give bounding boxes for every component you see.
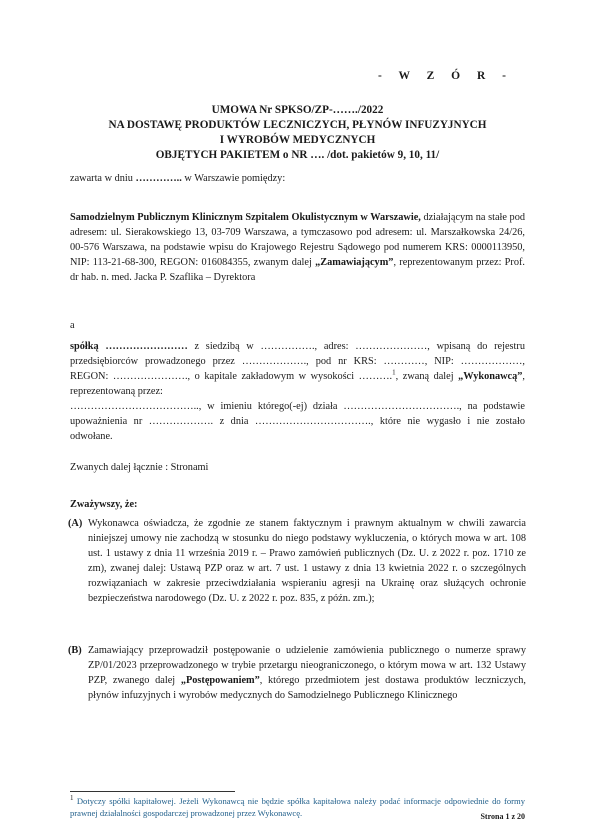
- postepowanie-term: „Postępowaniem”: [180, 675, 260, 686]
- title-line-2: NA DOSTAWĘ PRODUKTÓW LECZNICZYCH, PŁYNÓW INFUZYJNYCH: [108, 119, 487, 131]
- party-2-role: „Wykonawcą”: [458, 371, 523, 382]
- party-1-paragraph: Samodzielnym Publicznym Klinicznym Szpitalem Okulistycznym w Warszawie, działającym na stałe pod adresem: ul. Sierakowskiego 13, 03-709 Warszawa, a tymczasowo pod adresem: ul. Marszałkowska 24/26, 00-576 Warszawa, na podstawie wpisu do Krajowego Rejestru Sądowego pod numerem KRS: 0000113950, NIP: 113-21-68-300, REGON: 016084355, zwanym dalej „Zamawiającym”, reprezentowanym przez: Prof. dr hab. n. med. Jacka P. Szaflika – Dyrektora: [70, 212, 525, 283]
- template-marker: - W Z Ó R -: [377, 70, 513, 82]
- item-text: Wykonawca oświadcza, że zgodnie ze stanem faktycznym i prawnym aktualnym w chwili zawarcia niniejszej umowy nie zachodzą w stosunku do niego podstawy wykluczenia, o których mowa w art. 108 ust. 1 ustawy z dnia 11 września 2019 r. – Prawo zamówień publicznych (Dz. U. z 2022 r. poz. 1710 ze zm), zwanej dalej: Ustawą PZP oraz w art. 7 ust. 1 ustawy z dnia 13 kwietnia 2022 r. o szczególnych rozwiązaniach w zakresie przeciwdziałania wspieraniu agresji na Ukrainę oraz służących ochronie bezpieczeństwa narodowego (Dz. U. z 2022 r. poz. 835, z późn. zm.);: [88, 518, 526, 604]
- whereas-item-b: [68, 643, 526, 703]
- whereas-item-a: [68, 516, 526, 606]
- party-2-paragraph: spółką …………………… z siedzibą w ……………., adres: …………………, wpisaną do rejestru przedsiębiorców prowadzonego przez ………………., pod nr KRS: …………, NIP: ………………, REGON: …………………., o kapitale zakładowym w wysokości ……….$^1$, zwaną dalej „Wykonawcą”, reprezentowaną przez:: [70, 341, 525, 397]
- footnote: $^1$ Dotyczy spółki kapitałowej. Jeżeli Wykonawcą nie będzie spółka kapitałowa należy podać informacje odpowiednie do formy prawnej działalności gospodarczej prowadzonej przez Wykonawcę.: [70, 794, 525, 818]
- party-1-name: Samodzielnym Publicznym Klinicznym Szpitalem Okulistycznym w Warszawie,: [70, 212, 421, 223]
- footnote-divider: [70, 791, 235, 792]
- title-line-1: UMOWA Nr SPKSO/ZP-……./2022: [211, 104, 384, 116]
- party-2-representative: ……………………………….., w imieniu którego(-ej) działa ……………………………., na podstawie upoważnienia nr ………………. z dnia ……………………………., które nie wygasło i nie zostało odwołane.: [70, 401, 525, 442]
- item-marker: (B): [68, 645, 82, 656]
- footnote-reference: 1: [392, 368, 396, 377]
- title-line-4: OBJĘTYCH PAKIETEM o NR …. /dot. pakietów 9, 10, 11/: [155, 149, 440, 161]
- party-2-name: spółką ……………………: [70, 341, 188, 352]
- date-placeholder: …………..: [135, 173, 182, 184]
- intro-paragraph: zawarta w dniu ………….. w Warszawie pomiędzy:: [70, 173, 286, 184]
- contract-title: [70, 103, 525, 163]
- title-line-3: I WYROBÓW MEDYCZNYCH: [219, 134, 376, 146]
- parties-together: Zwanych dalej łącznie : Stronami: [70, 462, 209, 473]
- page-number: Strona 1 z 20: [480, 812, 525, 821]
- item-marker: (A): [68, 518, 83, 529]
- item-text: Zamawiający przeprowadził postępowanie o udzielenie zamówienia publicznego o numerze sprawy ZP/01/2023 przeprowadzonego w trybie przetargu nieograniczonego, o którym mowa w art. 132 Ustawy PZP, zwanego dalej „Postępowaniem”, którego przedmiotem jest dostawa produktów leczniczych, płynów infuzyjnych i wyrobów medycznych do Samodzielnego Publicznego Klinicznego: [88, 645, 526, 701]
- footnote-number: 1: [70, 794, 74, 803]
- whereas-heading: Zważywszy, że:: [70, 499, 138, 510]
- conjunction: a: [70, 320, 75, 331]
- party-1-role: „Zamawiającym”: [315, 257, 394, 268]
